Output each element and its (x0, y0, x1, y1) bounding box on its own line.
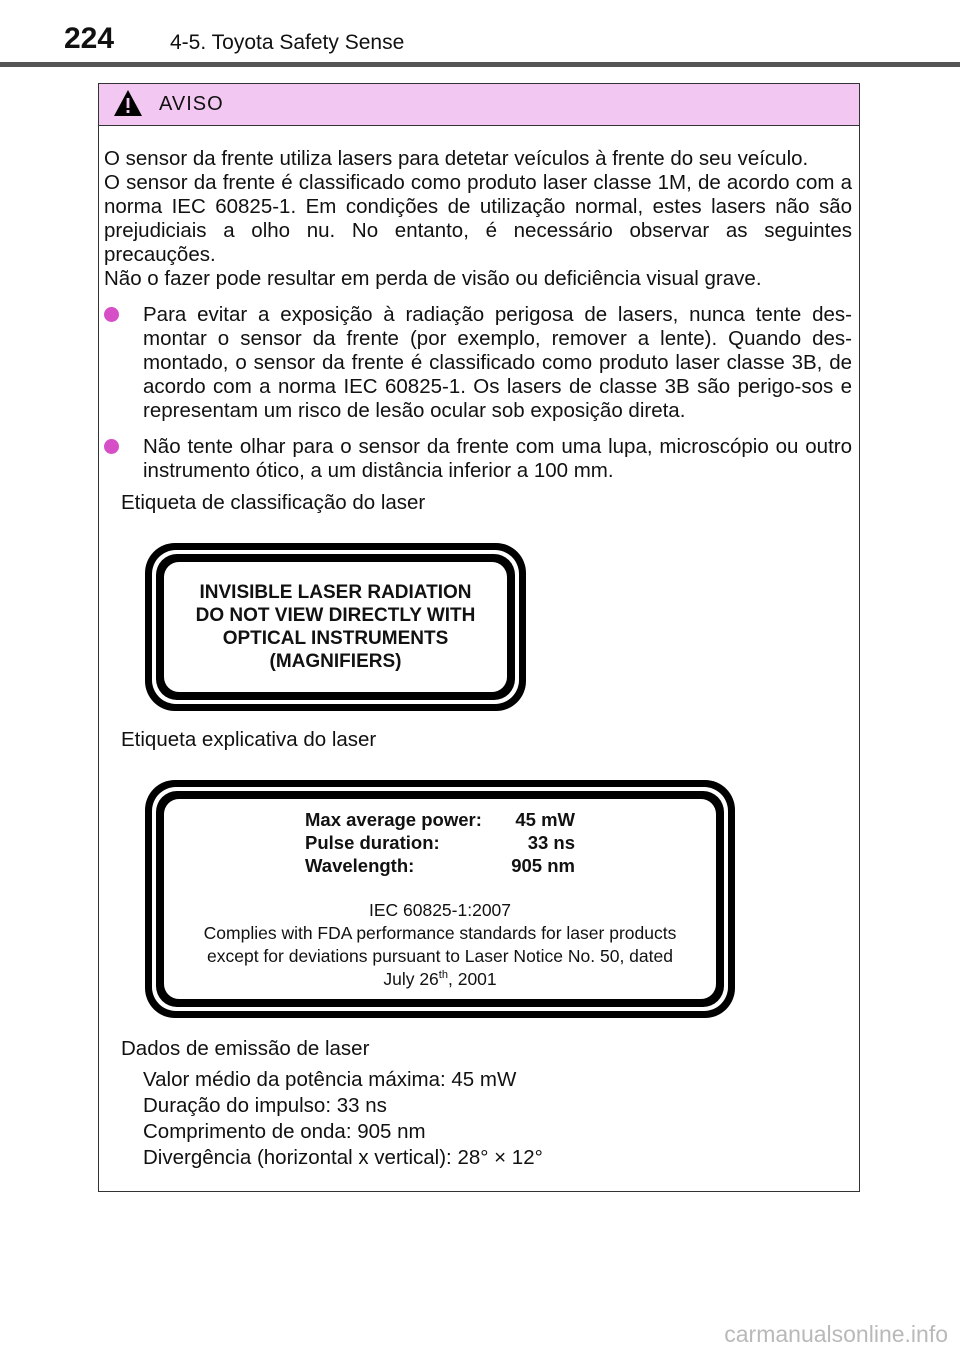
page-number: 224 (64, 22, 115, 55)
classification-label (145, 543, 526, 711)
watermark: carmanualsonline.info (724, 1321, 948, 1347)
classification-label-line: DO NOT VIEW DIRECTLY WITH (195, 605, 476, 626)
classification-label-line: OPTICAL INSTRUMENTS (222, 628, 449, 649)
classification-label-line: (MAGNIFIERS) (269, 651, 402, 672)
classification-label-line: INVISIBLE LASER RADIATION (199, 582, 472, 603)
warning-icon (113, 89, 143, 117)
label-row-wavelength (305, 854, 575, 877)
label-row-key: Wavelength: (305, 854, 415, 876)
bullet-dot-icon (104, 307, 119, 322)
bullet-text: Não tente olhar para o sensor da frente com uma lupa, microscópio ou outro instrumento ótico, a um distância inferior a 100 mm. (143, 435, 852, 482)
bullet-text: Para evitar a exposição à radiação perigosa de lasers, nunca tente des-montar o sensor da frente (por exemplo, remover a lente). Quando des-montado, o sensor da frente é classificado como produto laser classe 3B, de acordo com a norma IEC 60825-1. Os lasers de classe 3B são perigo-sos e representam um risco de lesão ocular sob exposição direta. (143, 303, 852, 422)
intro-consequence: Não o fazer pode resultar em perda de visão ou deficiência visual grave. (104, 267, 762, 290)
label-row-value: 905 nm (511, 854, 575, 876)
emission-spec-pulse: Duração do impulso: 33 ns (143, 1094, 387, 1117)
explanatory-label (145, 780, 735, 1018)
bullet-item-disassembly (104, 303, 852, 423)
classification-caption: Etiqueta de classificação do laser (121, 491, 426, 514)
emission-caption: Dados de emissão de laser (121, 1037, 370, 1060)
header-rule (0, 62, 960, 67)
intro-line-1: O sensor da frente utiliza lasers para detetar veículos à frente do seu veículo. (104, 147, 809, 170)
warning-title: AVISO (159, 93, 224, 115)
section-title: 4-5. Toyota Safety Sense (170, 31, 405, 54)
label-standard: IEC 60825-1:2007 (368, 899, 512, 920)
intro-paragraph: O sensor da frente é classificado como produto laser classe 1M, de acordo com a norma IEC 60825-1. Em condições de utilização normal, estes lasers não são prejudiciais a olho nu. No entanto, é necessário observar as seguintes precauções. (104, 171, 852, 266)
emission-spec-wavelength: Comprimento de onda: 905 nm (143, 1120, 426, 1143)
label-row-key: Pulse duration: (305, 831, 440, 853)
label-compliance-2: except for deviations pursuant to Laser Notice No. 50, dated (207, 945, 673, 966)
label-compliance-1: Complies with FDA performance standards for laser products (203, 922, 677, 943)
label-row-power (305, 808, 575, 831)
page-header (0, 0, 960, 70)
bullet-item-optical (104, 435, 852, 483)
label-date: July 26th, 2001 (383, 968, 497, 989)
emission-spec-power: Valor médio da potência máxima: 45 mW (143, 1068, 517, 1091)
label-row-value: 45 mW (515, 808, 575, 830)
explanatory-caption: Etiqueta explicativa do laser (121, 728, 377, 751)
bullet-dot-icon (104, 439, 119, 454)
warning-header (99, 84, 859, 126)
label-row-value: 33 ns (527, 831, 575, 853)
emission-spec-divergence: Divergência (horizontal x vertical): 28° × 12° (143, 1146, 543, 1169)
label-row-key: Max average power: (305, 808, 482, 830)
label-row-pulse (305, 831, 575, 854)
